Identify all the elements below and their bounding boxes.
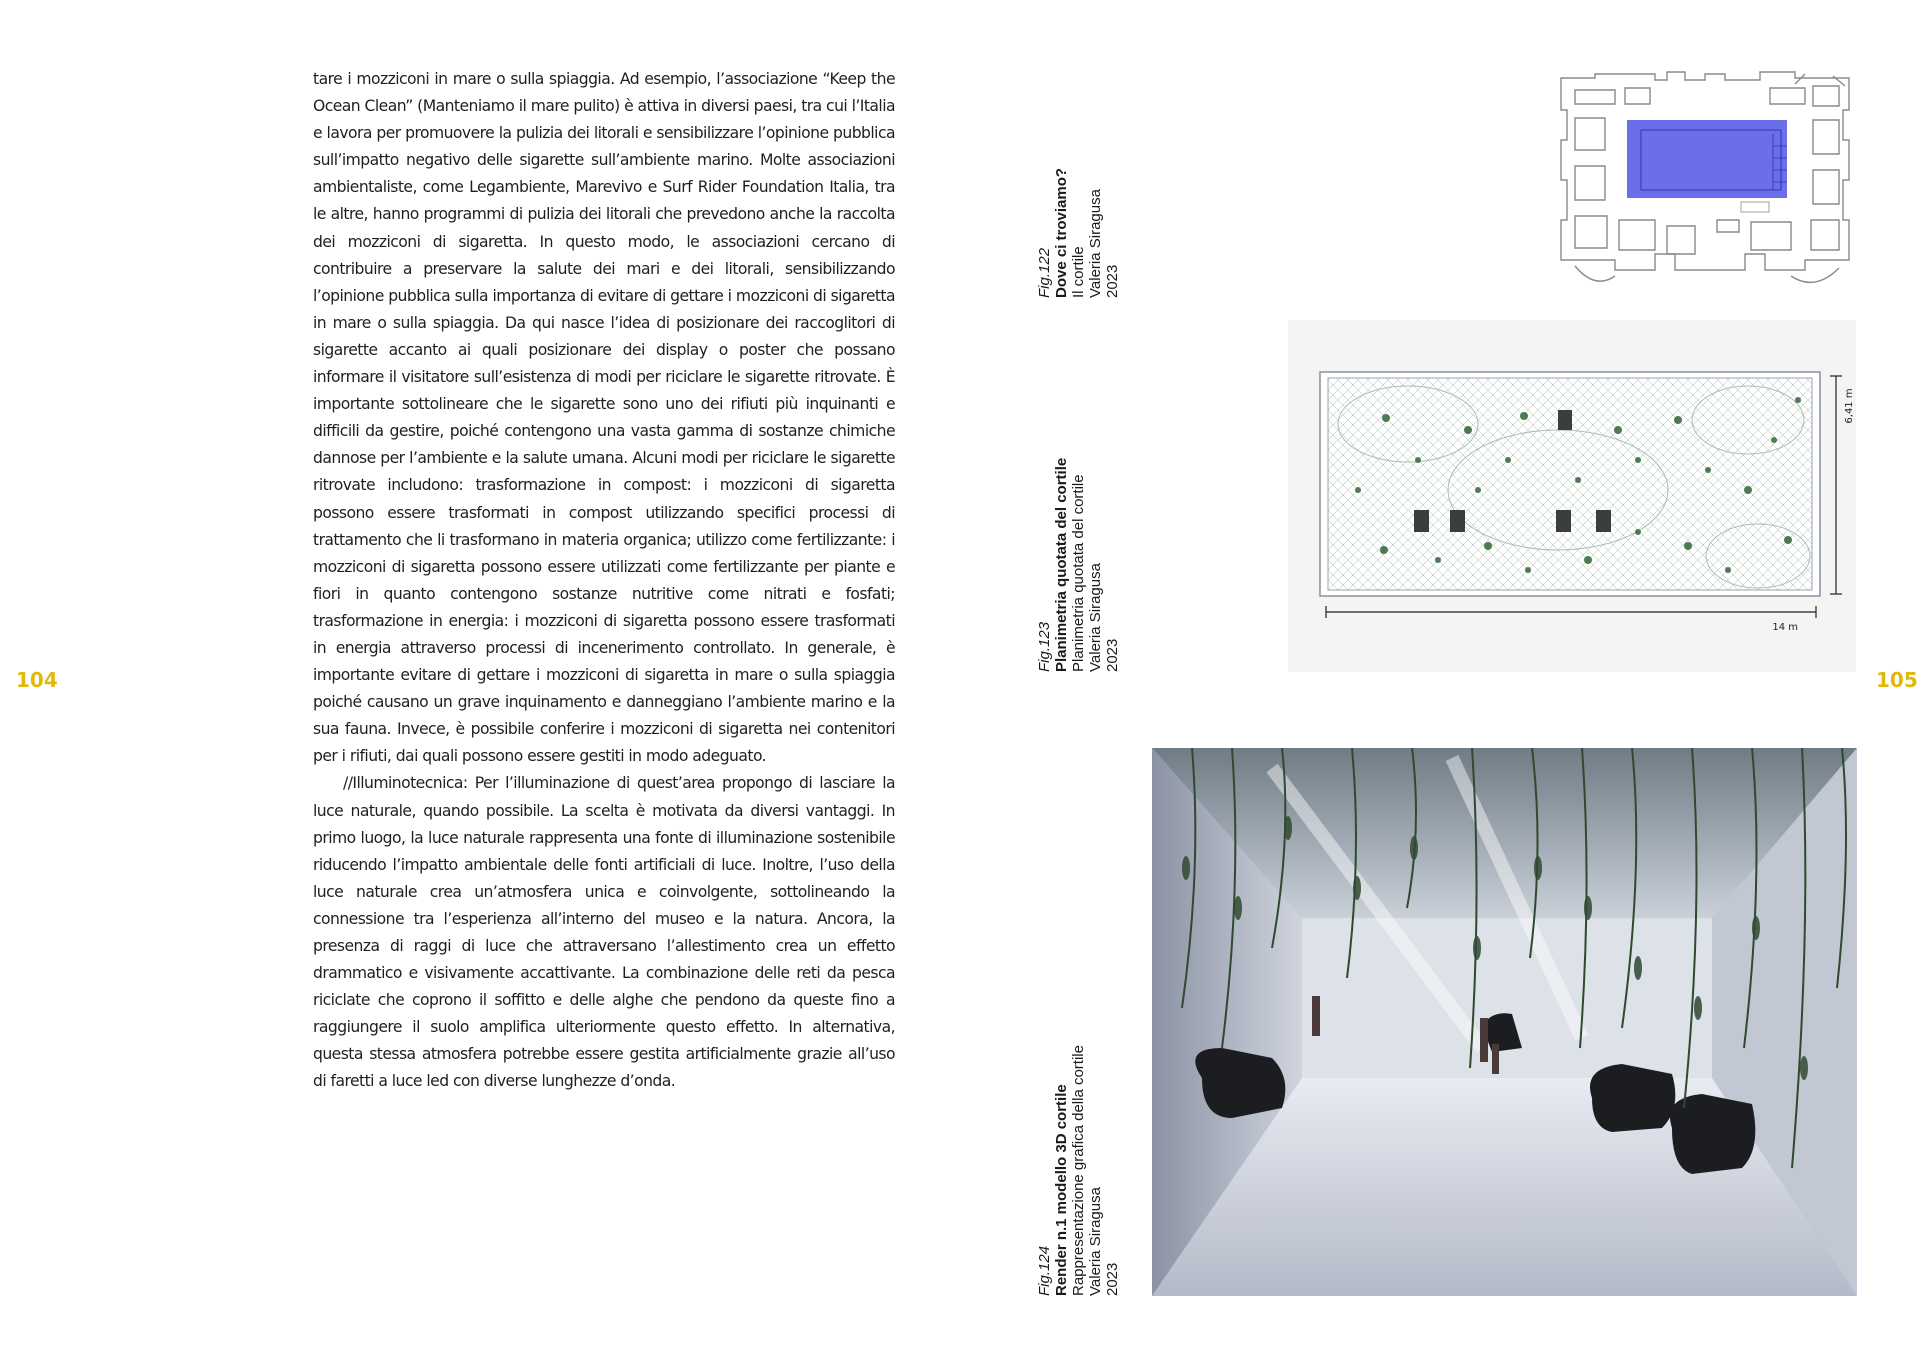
caption-subtitle: Rappresentazione grafica della cortile bbox=[1070, 1045, 1087, 1296]
caption-author: Valeria Siragusa bbox=[1087, 563, 1104, 672]
caption-title: Dove ci troviamo? bbox=[1053, 167, 1070, 298]
building-floor-plan-image bbox=[1555, 70, 1855, 300]
figure-caption-122 bbox=[1036, 168, 1121, 298]
body-paragraph: tare i mozziconi in mare o sulla spiaggia. Ad esempio, l’associazione “Keep the Ocean Clean” (Manteniamo il mare pulito) è attiva in diversi paesi, tra cui l’Italia e lavora per promuovere la pulizia dei litorali e sensibilizzare l’opinione pubblica sull’impatto negativo delle sigarette sull’ambiente marino. Molte associazioni ambientaliste, come Legambiente, Marevivo e Surf Rider Foundation Italia, tra le altre, hanno programmi di pulizia dei litorali che prevedono anche la raccolta dei mozziconi di sigaretta. In questo modo, le associazioni cercano di contribuire a preservare la salute dei mari e dei litorali, sensibilizzando l’opinione pubblica sulla importanza di evitare di gettare i mozziconi di sigaretta in mare o sulla spiaggia. Da qui nasce l’idea di posizionare dei raccoglitori di sigarette accanto ai quali posizionare dei display o poster che possano informare il visitatore sull’esistenza di modi per riciclare le sigarette ritrovate. È importante sottolineare che le sigarette sono uno dei rifiuti più inquinanti e difficili da gestire, poiché contengono una vasta gamma di sostanze chimiche dannose per l’ambiente e la salute umana. Alcuni modi per riciclare le sigarette ritrovate includono: trasformazione in compost: i mozziconi di sigaretta possono essere trasformati in compost utilizzando specifici processi di trattamento che li trasformano in materia organica; utilizzo come fertilizzante: i mozziconi di sigaretta possono essere utilizzati come fertilizzante per piante e fiori in quanto contengono sostanze nutritive come nitrati e fosfati; trasformazione in energia: i mozziconi di sigaretta possono essere trasformati in energia attraverso processi di incenerimento controllato. In generale, è importante evitare di gettare i mozziconi di sigaretta in mare o sulla spiaggia poiché causano un grave inquinamento e danneggiano l’ambiente marino e la sua fauna. Invece, è possibile conferire i mozziconi di sigaretta nei contenitori per i rifiuti, dai quali possono essere gestiti in modo adeguato. bbox=[313, 70, 896, 766]
caption-fig-number: Fig.122 bbox=[1036, 247, 1053, 298]
body-paragraph: //Illuminotecnica: Per l’illuminazione di quest’area propongo di lasciare la luce naturale, quando possibile. La scelta è motivata da diversi vantaggi. In primo luogo, la luce naturale rappresenta una fonte di illuminazione sostenibile riducendo l’impatto ambientale delle fonti artificiali di luce. Inoltre, l’uso della luce naturale crea un’atmosfera unica e coinvolgente, sottolineando la connessione tra l’esperienza all’interno del museo e la natura. Ancora, la presenza di raggi di luce che attraversano l’allestimento crea un effetto drammatico e visivamente accattivante. La combinazione delle reti da pesca riciclate che coprono il soffitto e delle alghe che pendono da queste fino a raggiungere il suolo amplifica ulteriormente questo effetto. In alternativa, questa stessa atmosfera potrebbe essere gestita artificialmente grazie all’uso di faretti a luce led con diverse lunghezze d’onda. bbox=[313, 774, 895, 1091]
highlight-area bbox=[1627, 120, 1787, 198]
courtyard-dimensioned-plan-image bbox=[1288, 320, 1856, 672]
caption-fig-number: Fig.124 bbox=[1036, 1245, 1053, 1296]
caption-title: Planimetria quotata del cortile bbox=[1053, 457, 1070, 672]
caption-fig-number: Fig.123 bbox=[1036, 621, 1053, 672]
figure-caption-124 bbox=[1036, 1045, 1121, 1296]
caption-year: 2023 bbox=[1104, 264, 1121, 298]
page-number-right: 105 bbox=[1876, 668, 1918, 692]
caption-author: Valeria Siragusa bbox=[1087, 189, 1104, 298]
caption-subtitle: Planimetria quotata del cortile bbox=[1070, 474, 1087, 672]
caption-title: Render n.1 modello 3D cortile bbox=[1053, 1084, 1070, 1296]
caption-year: 2023 bbox=[1104, 638, 1121, 672]
body-text bbox=[313, 66, 895, 1096]
figure-caption-123 bbox=[1036, 458, 1121, 672]
courtyard-3d-render-image bbox=[1152, 748, 1857, 1296]
caption-author: Valeria Siragusa bbox=[1087, 1187, 1104, 1296]
dim-height-label: 6,41 m bbox=[1844, 388, 1855, 424]
page-number-left: 104 bbox=[16, 668, 58, 692]
caption-year: 2023 bbox=[1104, 1262, 1121, 1296]
dim-width-label: 14 m bbox=[1772, 622, 1798, 633]
caption-subtitle: Il cortile bbox=[1070, 246, 1087, 298]
